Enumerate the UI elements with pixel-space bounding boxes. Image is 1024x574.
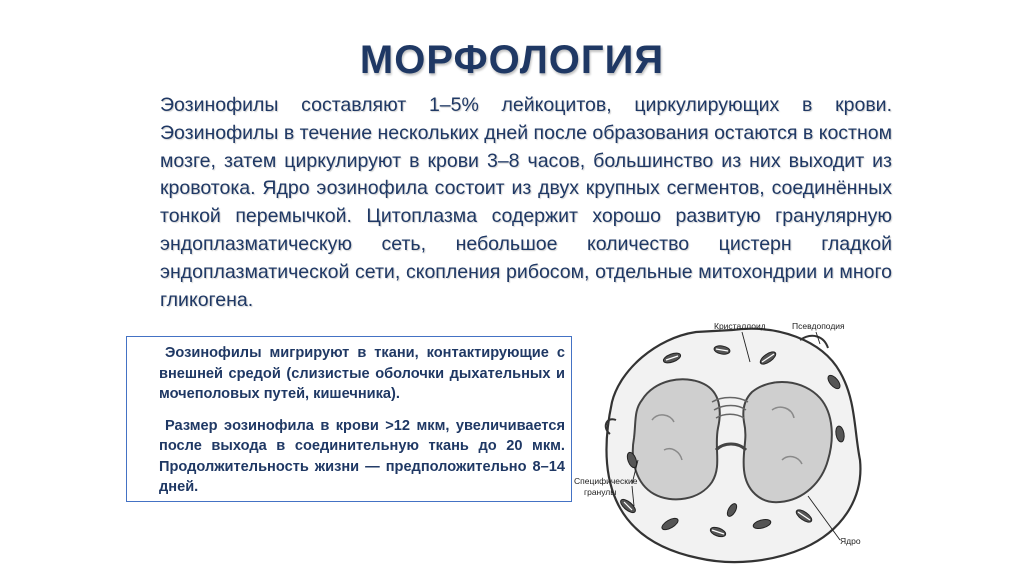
info-paragraph-migration: Эозинофилы мигрируют в ткани, контактирующие с внешней средой (слизистые оболочки дыхательных и мочеполовых путей, кишечника). (159, 345, 565, 402)
label-nucleus: Ядро (840, 536, 861, 546)
label-specific-granules-1: Специфические (574, 476, 638, 486)
info-paragraph-size: Размер эозинофила в крови >12 мкм, увеличивается после выхода в соединительную ткань до 20 мкм. Продолжительность жизни — предположительно 8–14 дней. (159, 417, 565, 495)
label-specific-granules-2: гранулы (584, 487, 617, 497)
eosinophil-diagram (572, 310, 892, 572)
eosinophil-figure (572, 310, 892, 572)
label-pseudopodia: Псевдоподия (792, 321, 845, 331)
intro-paragraph: Эозинофилы составляют 1–5% лейкоцитов, циркулирующих в крови. Эозинофилы в течение нескольких дней после образования остаются в костном мозге, затем циркулируют в крови 3–8 часов, большинство из них выходит из кровотока. Ядро эозинофила состоит из двух крупных сегментов, соединённых тонкой перемычкой. Цитоплазма содержит хорошо развитую гранулярную эндоплазматическую сеть, небольшое количество цистерн гладкой эндоплазматической сети, скопления рибосом, отдельные митохондрии и много гликогена. (160, 94, 892, 311)
info-box (126, 336, 572, 502)
slide-title: МОРФОЛОГИЯ (359, 38, 665, 82)
label-crystalloid: Кристаллоид (714, 321, 766, 331)
